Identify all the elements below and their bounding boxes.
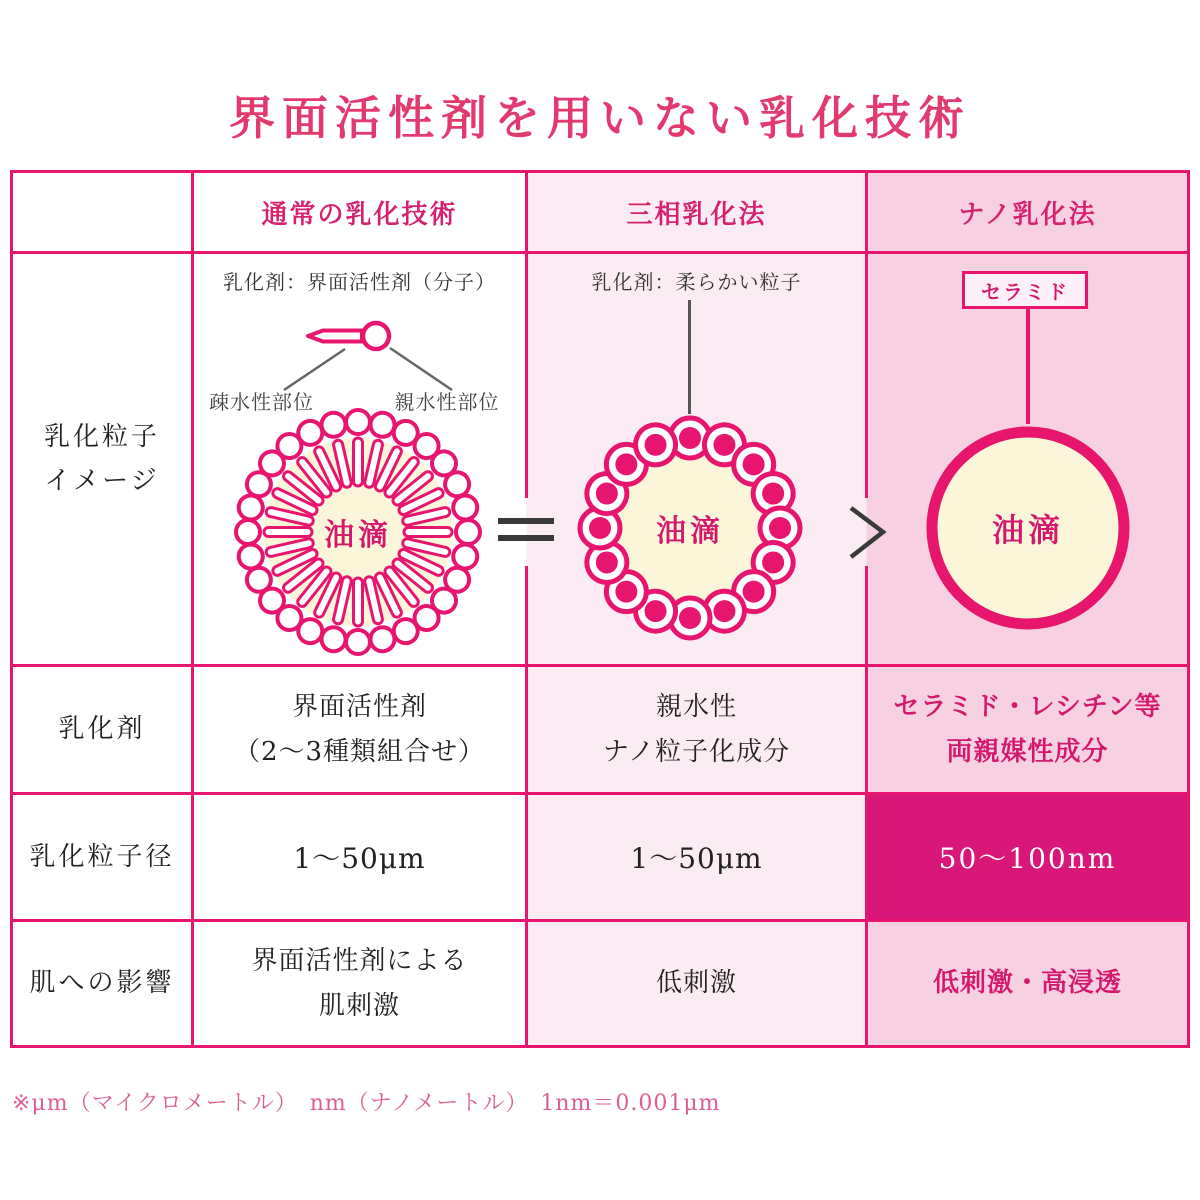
header-cell-conventional: 通常の乳化技術 bbox=[194, 173, 525, 251]
cell-text-line: 両親媒性成分 bbox=[946, 736, 1109, 767]
cell-skin-conventional bbox=[194, 922, 525, 1045]
cell-text-line: セラミド・レシチン等 bbox=[893, 692, 1162, 723]
greater-than-symbol bbox=[846, 504, 890, 562]
equal-symbol bbox=[498, 518, 554, 524]
header-cell-nano: ナノ乳化法 bbox=[868, 173, 1187, 251]
equal-symbol bbox=[498, 535, 554, 541]
cell-text-line: ナノ粒子化成分 bbox=[602, 736, 791, 767]
row-label-line: イメージ bbox=[44, 466, 160, 496]
cell-size-nano: 50〜100nm bbox=[868, 795, 1187, 919]
cell-illustration-three-phase bbox=[528, 254, 865, 664]
comparison-table bbox=[10, 170, 1190, 1048]
unit-footnote: ※μm（マイクロメートル） nm（ナノメートル） 1nm＝0.001μm bbox=[12, 1091, 721, 1116]
surfactant-molecule-icon bbox=[194, 302, 526, 394]
cell-illustration-nano bbox=[868, 254, 1187, 664]
header-cell-three-phase: 三相乳化法 bbox=[528, 173, 865, 251]
oil-droplet-label: 油滴 bbox=[991, 511, 1064, 549]
cell-text-line: 界面活性剤 bbox=[291, 692, 427, 723]
oil-droplet-label: 油滴 bbox=[656, 514, 724, 549]
cell-size-three-phase: 1〜50μm bbox=[528, 795, 865, 919]
oil-droplet-label: 油滴 bbox=[324, 518, 392, 553]
cell-text-line: 界面活性剤による bbox=[251, 946, 468, 977]
ceramide-label-box: セラミド bbox=[962, 271, 1088, 309]
hydrophilic-part-label: 親水性部位 bbox=[394, 390, 500, 414]
cell-emulsifier-nano bbox=[868, 667, 1187, 792]
surfactant-caption: 乳化剤：界面活性剤（分子） bbox=[223, 270, 496, 294]
cell-text-line: 親水性 bbox=[655, 692, 737, 723]
cell-skin-three-phase: 低刺激 bbox=[528, 922, 865, 1045]
cell-illustration-conventional bbox=[194, 254, 525, 664]
border-gap-patch bbox=[506, 498, 548, 566]
cell-text-line: （2〜3種類組合せ） bbox=[233, 736, 486, 767]
row-label-emulsifier: 乳化剤 bbox=[13, 667, 191, 792]
header-cell-empty bbox=[13, 173, 191, 251]
cell-skin-nano: 低刺激・高浸透 bbox=[868, 922, 1187, 1045]
cell-size-conventional: 1〜50μm bbox=[194, 795, 525, 919]
row-label-line: 乳化粒子 bbox=[43, 421, 160, 452]
page-title: 界面活性剤を用いない乳化技術 bbox=[229, 91, 971, 145]
row-label-particle-image bbox=[13, 254, 191, 664]
pointer-line bbox=[688, 300, 691, 414]
cell-emulsifier-three-phase bbox=[528, 667, 865, 792]
cell-text-line: 肌刺激 bbox=[318, 990, 400, 1021]
soft-particle-caption: 乳化剤：柔らかい粒子 bbox=[591, 270, 802, 294]
cell-emulsifier-conventional bbox=[194, 667, 525, 792]
hydrophobic-part-label: 疎水性部位 bbox=[209, 390, 314, 414]
row-label-particle-size: 乳化粒子径 bbox=[13, 795, 191, 919]
row-label-skin-effect: 肌への影響 bbox=[13, 922, 191, 1045]
pointer-line-pink bbox=[1026, 309, 1030, 424]
